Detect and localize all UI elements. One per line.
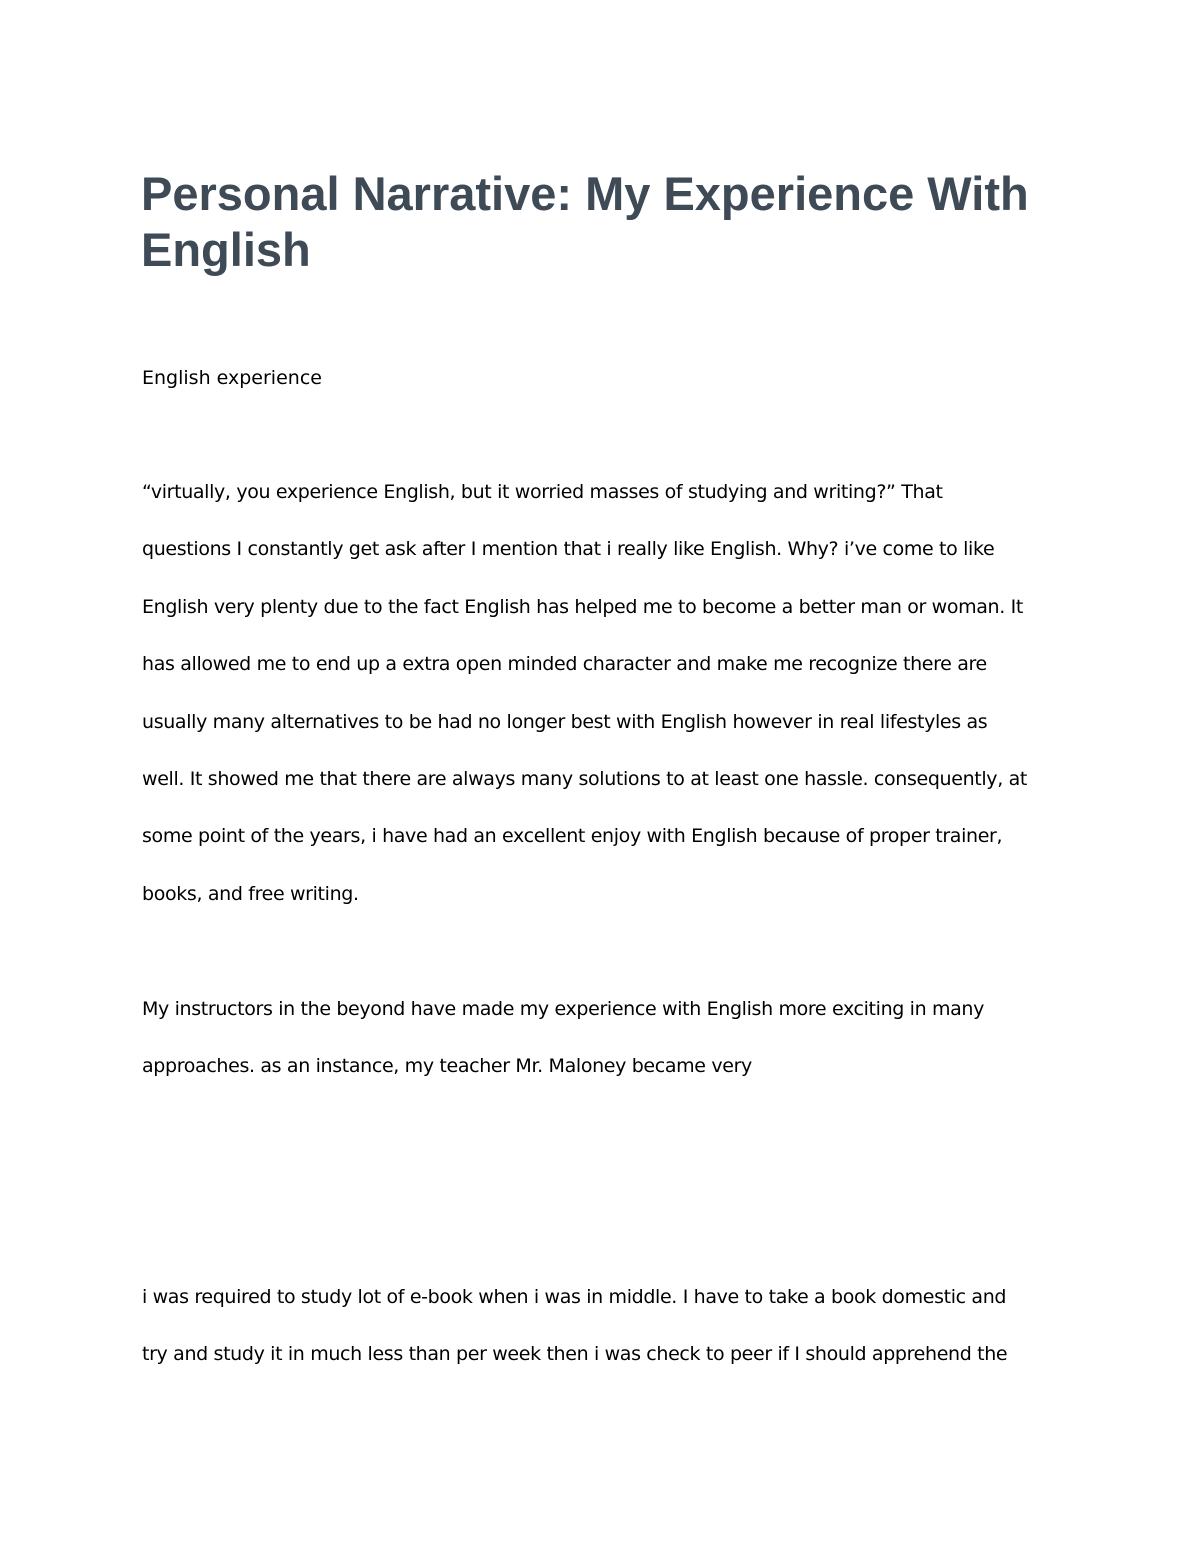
paragraph-line: i was required to study lot of e-book when i was in middle. I have to take a book domestic and [142, 1286, 1007, 1308]
paragraph-middle-school [142, 1283, 1007, 1398]
paragraph-line: usually many alternatives to be had no longer best with English however in real lifestyles as [142, 710, 988, 733]
paragraph-instructors [142, 995, 984, 1110]
paragraph-line: approaches. as an instance, my teacher Mr. Maloney became very [142, 1055, 752, 1078]
paragraph-line: “virtually, you experience English, but it worried masses of studying and writing?” That [142, 481, 943, 503]
paragraph-line: has allowed me to end up a extra open minded character and make me recognize there are [142, 653, 987, 676]
paragraph-line: some point of the years, i have had an excellent enjoy with English because of proper trainer, [142, 825, 1003, 848]
paragraph-line: questions I constantly get ask after I mention that i really like English. Why? i’ve come to like [142, 538, 995, 561]
document-title: Personal Narrative: My Experience With English [141, 167, 1029, 276]
paragraph-intro [142, 478, 1027, 937]
paragraph-line: try and study it in much less than per week then i was check to peer if I should apprehend the [142, 1343, 1008, 1366]
paragraph-line: books, and free writing. [142, 882, 359, 905]
document-subtitle: English experience [142, 367, 322, 389]
paragraph-line: My instructors in the beyond have made my experience with English more exciting in many [142, 998, 985, 1020]
paragraph-line: well. It showed me that there are always many solutions to at least one hassle. consequently, at [142, 767, 1027, 790]
paragraph-line: English very plenty due to the fact English has helped me to become a better man or woman. It [142, 595, 1023, 618]
